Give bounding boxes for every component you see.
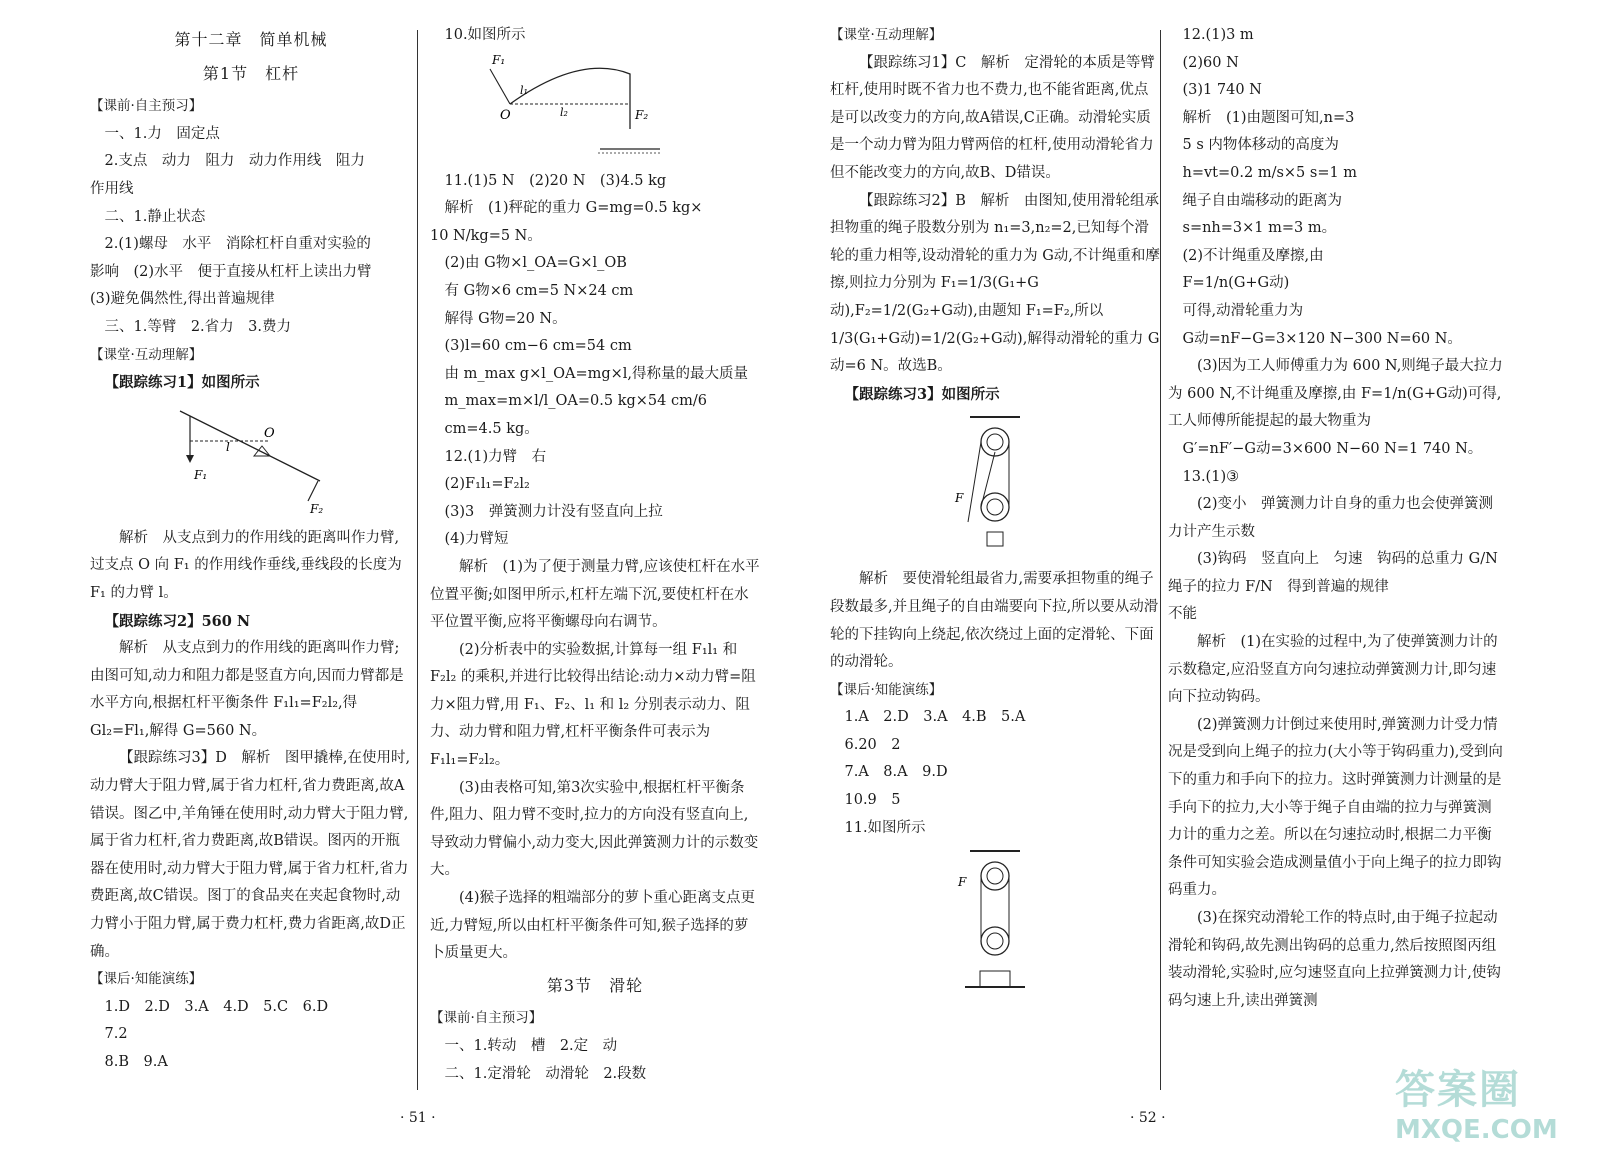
line: 解析 (1)由题图可知,n=3	[1182, 109, 1355, 126]
fig-label-l1: l₁	[520, 83, 528, 97]
analysis-3-result: G′=nF′−G动=3×600 N−60 N=1 740 N。	[1182, 440, 1483, 457]
practice-2: 【跟踪练习2】560 N	[104, 612, 251, 630]
line: (2)由 G物×l_OA=G×l_OB	[444, 255, 627, 272]
column-1	[90, 22, 412, 1077]
analysis-13-3: (3)在探究动滑轮工作的特点时,由于绳子拉起动滑轮和钩码,故先测出钩码的总重力,然后按照图丙组装动滑轮,实验时,应匀速竖直向上拉弹簧测力计,使钩码匀速上升,读出弹簧测	[1168, 910, 1501, 1009]
chapter-title: 第十二章 简单机械	[174, 30, 328, 49]
answer-line: (3)避免偶然性,得出普遍规律	[90, 291, 275, 308]
answer-line: 2.支点 动力 阻力 动力作用线 阻力	[104, 153, 365, 170]
answer-line: 二、1.定滑轮 动滑轮 2.段数	[444, 1065, 647, 1082]
analysis-3: 解析 要使滑轮组最省力,需要承担物重的绳子段数最多,并且绳子的自由端要向下拉,所以要从动滑轮的下挂钩向上绕起,依次绕过上面的定滑轮、下面的动滑轮。	[830, 571, 1159, 671]
fig-label-o: O	[500, 107, 511, 123]
answer-line: 6.20 2	[844, 736, 901, 753]
answer-line: 三、1.等臂 2.省力 3.费力	[104, 318, 292, 335]
answer-line: 一、1.力 固定点	[104, 125, 220, 142]
q13-3: (3)钩码 竖直向上 匀速 钩码的总重力 G/N 绳子的拉力 F/N 得到普遍的规律	[1168, 551, 1513, 595]
line: F=1/n(G+G动)	[1182, 275, 1290, 292]
analysis-12-3: (3)由表格可知,第3次实验中,根据杠杆平衡条件,阻力、阻力臂不变时,拉力的方向没有竖直向上,导致动力臂偏小,动力变大,因此弹簧测力计的示数变大。	[430, 779, 759, 879]
fig-label-f: F	[958, 875, 967, 890]
line: (3)3 弹簧测力计没有竖直向上拉	[444, 503, 663, 520]
section-3-title: 第3节 滑轮	[546, 975, 644, 995]
pre-study-label: 【课前·自主预习】	[430, 1010, 543, 1027]
post-label: 【课后·知能演练】	[830, 681, 943, 698]
pulley-diagram-2	[830, 846, 1160, 996]
practice-2: 【跟踪练习2】B 解析 由图知,使用滑轮组承担物重的绳子股数分别为 n₁=3,n₂=2,已知每个滑轮的重力相等,设动滑轮的重力为 G动,不计绳重和摩擦,则拉力分别为 F₁=1/3(G₁+G动),F₂=1/2(G₂+G动),由题知 F₁=F₂,所以 1/3(G₁+G动)=1/2(G₂+G动),解得动滑轮的重力 G动=6 N。故选B。	[830, 192, 1160, 375]
line: (4)力臂短	[444, 531, 509, 548]
analysis-12: 解析 (1)为了便于测量力臂,应该使杠杆在水平位置平衡;如图甲所示,杠杆左端下沉,要使杠杆在水平位置平衡,应将平衡螺母向右调节。	[430, 558, 760, 631]
line: 由 m_max g×l_OA=mg×l,得称量的最大质量	[444, 365, 749, 382]
fig-label-f1: F₁	[194, 467, 208, 482]
answer-line: 作用线	[90, 180, 134, 197]
fig-label-o: O	[264, 425, 275, 441]
answer-line: 影响 (2)水平 便于直接从杠杆上读出力臂	[90, 263, 372, 280]
watermark-url: MXQE.COM	[1395, 1115, 1558, 1145]
answer-line: 8.B 9.A	[104, 1054, 168, 1070]
lever-diagram	[90, 401, 412, 521]
answer-line: 二、1.静止状态	[104, 208, 206, 225]
practice-3: 【跟踪练习3】如图所示	[844, 385, 1000, 403]
pulley-diagram	[830, 412, 1160, 562]
answer-line: 1.D 2.D 3.A 4.D 5.C 6.D	[104, 998, 329, 1015]
analysis-2: 解析 从支点到力的作用线的距离叫作力臂;由图可知,动力和阻力都是竖直方向,因而力臂都是水平方向,根据杠杆平衡条件 F₁l₁=F₂l₂,得 Gl₂=Fl₁,解得 G=560 N。	[90, 640, 404, 739]
answer-line: 1.A 2.D 3.A 4.B 5.A	[844, 709, 1026, 726]
answer-line: 一、1.转动 槽 2.定 动	[444, 1038, 618, 1054]
line: s=nh=3×1 m=3 m。	[1182, 220, 1337, 237]
answer-line: 10.9 5	[844, 792, 901, 809]
answer-line: 7.A 8.A 9.D	[844, 764, 948, 781]
q13-no: 不能	[1168, 606, 1197, 623]
fig-label-l2: l₂	[560, 105, 568, 119]
fig-label-f2: F₂	[635, 107, 649, 122]
line: G动=nF−G=3×120 N−300 N=60 N。	[1182, 330, 1462, 347]
practice-3: 【跟踪练习3】D 解析 图甲撬棒,在使用时,动力臂大于阻力臂,属于省力杠杆,省力费距离,故A错误。图乙中,羊角锤在使用时,动力臂大于阻力臂,属于省力杠杆,省力费距离,故B错误。图丙的开瓶器在使用时,动力臂大于阻力臂,属于省力杠杆,省力费距离,故C错误。图丁的食品夹在夹起食物时,动力臂小于阻力臂,属于费力杠杆,费力省距离,故D正确。	[90, 750, 411, 960]
q10: 10.如图所示	[444, 27, 526, 43]
line: (3)1 740 N	[1182, 82, 1262, 99]
analysis-3: (3)因为工人师傅重力为 600 N,则绳子最大拉力为 600 N,不计绳重及摩擦,由 F=1/n(G+G动)可得,工人师傅所能提起的最大物重为	[1168, 358, 1503, 430]
section-title: 第1节 杠杆	[202, 63, 300, 83]
watermark	[1395, 1058, 1570, 1158]
analysis-13-1: 解析 (1)在实验的过程中,为了使弹簧测力计的示数稳定,应沿竖直方向匀速拉动弹簧测力计,即匀速向下拉动钩码。	[1168, 634, 1498, 706]
practice-1: 【跟踪练习1】如图所示	[104, 374, 260, 392]
fig-label-f: F	[955, 491, 964, 506]
line: 5 s 内物体移动的高度为	[1182, 137, 1339, 154]
class-label: 【课堂·互动理解】	[830, 27, 943, 43]
analysis-12-2: (2)分析表中的实验数据,计算每一组 F₁l₁ 和 F₂l₂ 的乘积,并进行比较得出结论:动力×动力臂=阻力×阻力臂,用 F₁、F₂、l₁ 和 l₂ 分别表示动力、阻力、动力臂和阻力臂,杠杆平衡条件可表示为 F₁l₁=F₂l₂。	[430, 641, 756, 769]
analysis-13-2: (2)弹簧测力计倒过来使用时,弹簧测力计受力情况是受到向上绳子的拉力(大小等于钩码重力),受到向下的重力和手向下的拉力。这时弹簧测力计测量的是手向下的拉力,大小等于绳子自由端的拉力与弹簧测力计的重力之差。所以在匀速拉动时,根据二力平衡条件可知实验会造成测量值小于向上绳子的拉力即钩码重力。	[1168, 716, 1503, 899]
q11: 11.(1)5 N (2)20 N (3)4.5 kg	[444, 172, 667, 189]
fig-label-f2: F₂	[310, 501, 324, 516]
answer-line: 7.2	[104, 1026, 128, 1043]
line: (2)F₁l₁=F₂l₂	[444, 476, 530, 493]
fig-label-f1: F₁	[492, 53, 506, 67]
line: 12.(1)3 m	[1182, 27, 1254, 43]
line: (2)60 N	[1182, 54, 1239, 71]
q13: 13.(1)③	[1182, 468, 1240, 485]
line: 10 N/kg=5 N。	[430, 227, 542, 244]
line: 解析 (1)秤砣的重力 G=mg=0.5 kg×	[444, 200, 703, 217]
column-4	[1168, 22, 1513, 1015]
crank-lever-diagram	[430, 54, 760, 164]
q13-2: (2)变小 弹簧测力计自身的重力也会使弹簧测力计产生示数	[1168, 496, 1494, 540]
fig-label-l: l	[226, 439, 230, 454]
analysis-12-4: (4)猴子选择的粗端部分的萝卜重心距离支点更近,力臂短,所以由杠杆平衡条件可知,猴子选择的萝卜质量更大。	[430, 890, 756, 962]
line: 绳子自由端移动的距离为	[1182, 192, 1342, 209]
watermark-main: 答案圈	[1395, 1067, 1521, 1113]
line: 解得 G物=20 N。	[444, 310, 567, 327]
line: h=vt=0.2 m/s×5 s=1 m	[1182, 164, 1358, 181]
answer-line: 2.(1)螺母 水平 消除杠杆自重对实验的	[104, 236, 371, 253]
divider	[417, 30, 418, 1090]
pre-study-label: 【课前·自主预习】	[90, 98, 203, 115]
line: 有 G物×6 cm=5 N×24 cm	[444, 282, 634, 299]
analysis-1: 解析 从支点到力的作用线的距离叫作力臂,过支点 O 向 F₁ 的作用线作垂线,垂线段的长度为 F₁ 的力臂 l。	[90, 529, 402, 601]
post-label: 【课后·知能演练】	[90, 971, 203, 988]
column-3	[830, 22, 1160, 1000]
line: 12.(1)力臂 右	[444, 448, 547, 465]
practice-1: 【跟踪练习1】C 解析 定滑轮的本质是等臂杠杆,使用时既不省力也不费力,也不能省距离,优点是可以改变力的方向,故A错误,C正确。动滑轮实质是一个动力臂为阻力臂两倍的杠杆,使用动滑轮省力但不能改变力的方向,故B、D错误。	[830, 54, 1155, 181]
page-number-left: · 51 ·	[400, 1110, 436, 1126]
answer-line: 11.如图所示	[844, 819, 926, 836]
page-number-right: · 52 ·	[1130, 1110, 1166, 1126]
class-label: 【课堂·互动理解】	[90, 346, 203, 363]
line: 可得,动滑轮重力为	[1182, 302, 1304, 319]
line: (2)不计绳重及摩擦,由	[1182, 247, 1324, 264]
line: (3)l=60 cm−6 cm=54 cm	[444, 338, 632, 355]
column-2	[430, 22, 760, 1088]
divider	[1160, 30, 1161, 1090]
line: m_max=m×l/l_OA=0.5 kg×54 cm/6 cm=4.5 kg。	[444, 393, 707, 437]
